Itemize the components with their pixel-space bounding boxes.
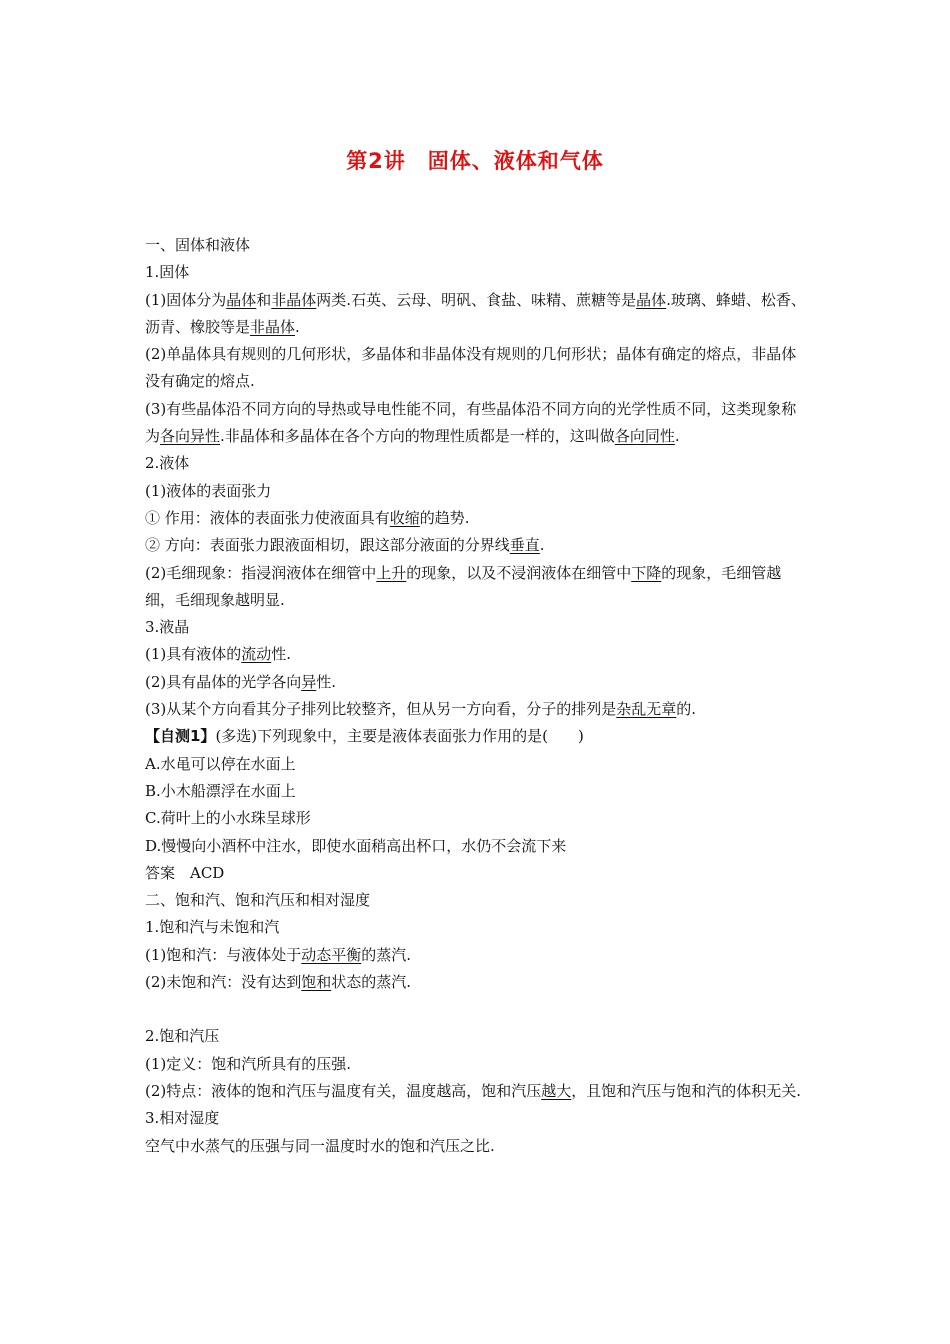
subsection-title: 3.相对湿度 xyxy=(145,1109,220,1128)
fill-blank: 各向异性 xyxy=(160,427,221,446)
fill-blank: 晶体 xyxy=(226,290,257,309)
paragraph: (1)固体分为晶体和非晶体两类.石英、云母、明矾、食盐、味精、蔗糖等是晶体.玻璃、蜂蜡、松香、沥青、橡胶等是非晶体. xyxy=(145,290,806,336)
blank-line xyxy=(145,996,810,1023)
fill-blank: 杂乱无章 xyxy=(616,700,677,719)
paragraph: (3)有些晶体沿不同方向的导热或导电性能不同，有些晶体沿不同方向的光学性质不同，这类现象称为各向异性.非晶体和多晶体在各个方向的物理性质都是一样的，这叫做各向同性. xyxy=(145,399,797,446)
quiz-option: D.慢慢向小酒杯中注水，即使水面稍高出杯口，水仍不会流下来 xyxy=(145,836,567,855)
paragraph: (2)特点：液体的饱和汽压与温度有关，温度越高，饱和汽压越大，且饱和汽压与饱和汽的体积无关. xyxy=(145,1081,802,1100)
paragraph: (1)饱和汽：与液体处于动态平衡的蒸汽. xyxy=(145,945,412,964)
paragraph: (2)未饱和汽：没有达到饱和状态的蒸汽. xyxy=(145,973,412,992)
quiz-tag: 【自测1】 xyxy=(145,727,216,746)
paragraph: 空气中水蒸气的压强与同一温度时水的饱和汽压之比. xyxy=(145,1136,495,1155)
paragraph: (3)从某个方向看其分子排列比较整齐，但从另一方向看，分子的排列是杂乱无章的. xyxy=(145,700,697,719)
fill-blank: 收缩 xyxy=(389,508,420,527)
fill-blank: 各向同性 xyxy=(614,427,675,446)
quiz-option: B.小木船漂浮在水面上 xyxy=(145,781,296,800)
fill-blank: 动态平衡 xyxy=(301,945,362,964)
fill-blank: 流动 xyxy=(241,645,272,664)
paragraph: (1)液体的表面张力 xyxy=(145,481,272,500)
document-body xyxy=(145,232,810,1160)
page-title: 第2讲 固体、液体和气体 xyxy=(346,149,604,173)
paragraph: (2)毛细现象：指浸润液体在细管中上升的现象，以及不浸润液体在细管中下降的现象，毛细管越细，毛细现象越明显. xyxy=(145,563,782,609)
paragraph: ② 方向：表面张力跟液面相切，跟这部分液面的分界线垂直. xyxy=(145,536,545,555)
fill-blank: 饱和 xyxy=(301,973,332,992)
section-heading: 一、固体和液体 xyxy=(145,236,251,254)
fill-blank: 下降 xyxy=(631,563,662,582)
subsection-title: 3.液晶 xyxy=(145,618,190,637)
subsection-title: 1.饱和汽与未饱和汽 xyxy=(145,918,280,937)
paragraph: (1)具有液体的流动性. xyxy=(145,645,292,664)
paragraph: (2)具有晶体的光学各向异性. xyxy=(145,672,337,691)
subsection-title: 2.液体 xyxy=(145,454,190,473)
paragraph: (1)定义：饱和汽所具有的压强. xyxy=(145,1054,352,1073)
fill-blank: 垂直 xyxy=(509,536,540,555)
fill-blank: 晶体 xyxy=(636,290,667,309)
fill-blank: 非晶体 xyxy=(271,290,317,309)
fill-blank: 越大 xyxy=(541,1081,572,1100)
fill-blank: 非晶体 xyxy=(250,317,296,336)
subsection-title: 1.固体 xyxy=(145,263,190,282)
subsection-title: 2.饱和汽压 xyxy=(145,1027,220,1046)
fill-blank: 上升 xyxy=(376,563,407,582)
paragraph: ① 作用：液体的表面张力使液面具有收缩的趋势. xyxy=(145,508,470,527)
fill-blank: 异 xyxy=(301,672,317,691)
paragraph: (2)单晶体具有规则的几何形状，多晶体和非晶体没有规则的几何形状；晶体有确定的熔点，非晶体没有确定的熔点. xyxy=(145,345,797,391)
section-heading: 二、饱和汽、饱和汽压和相对湿度 xyxy=(145,891,371,910)
quiz-option: C.荷叶上的小水珠呈球形 xyxy=(145,809,311,828)
quiz-question: 【自测1】(多选)下列现象中，主要是液体表面张力作用的是( ) xyxy=(145,727,584,746)
quiz-answer: 答案 ACD xyxy=(145,863,225,882)
quiz-option: A.水黾可以停在水面上 xyxy=(145,754,296,773)
